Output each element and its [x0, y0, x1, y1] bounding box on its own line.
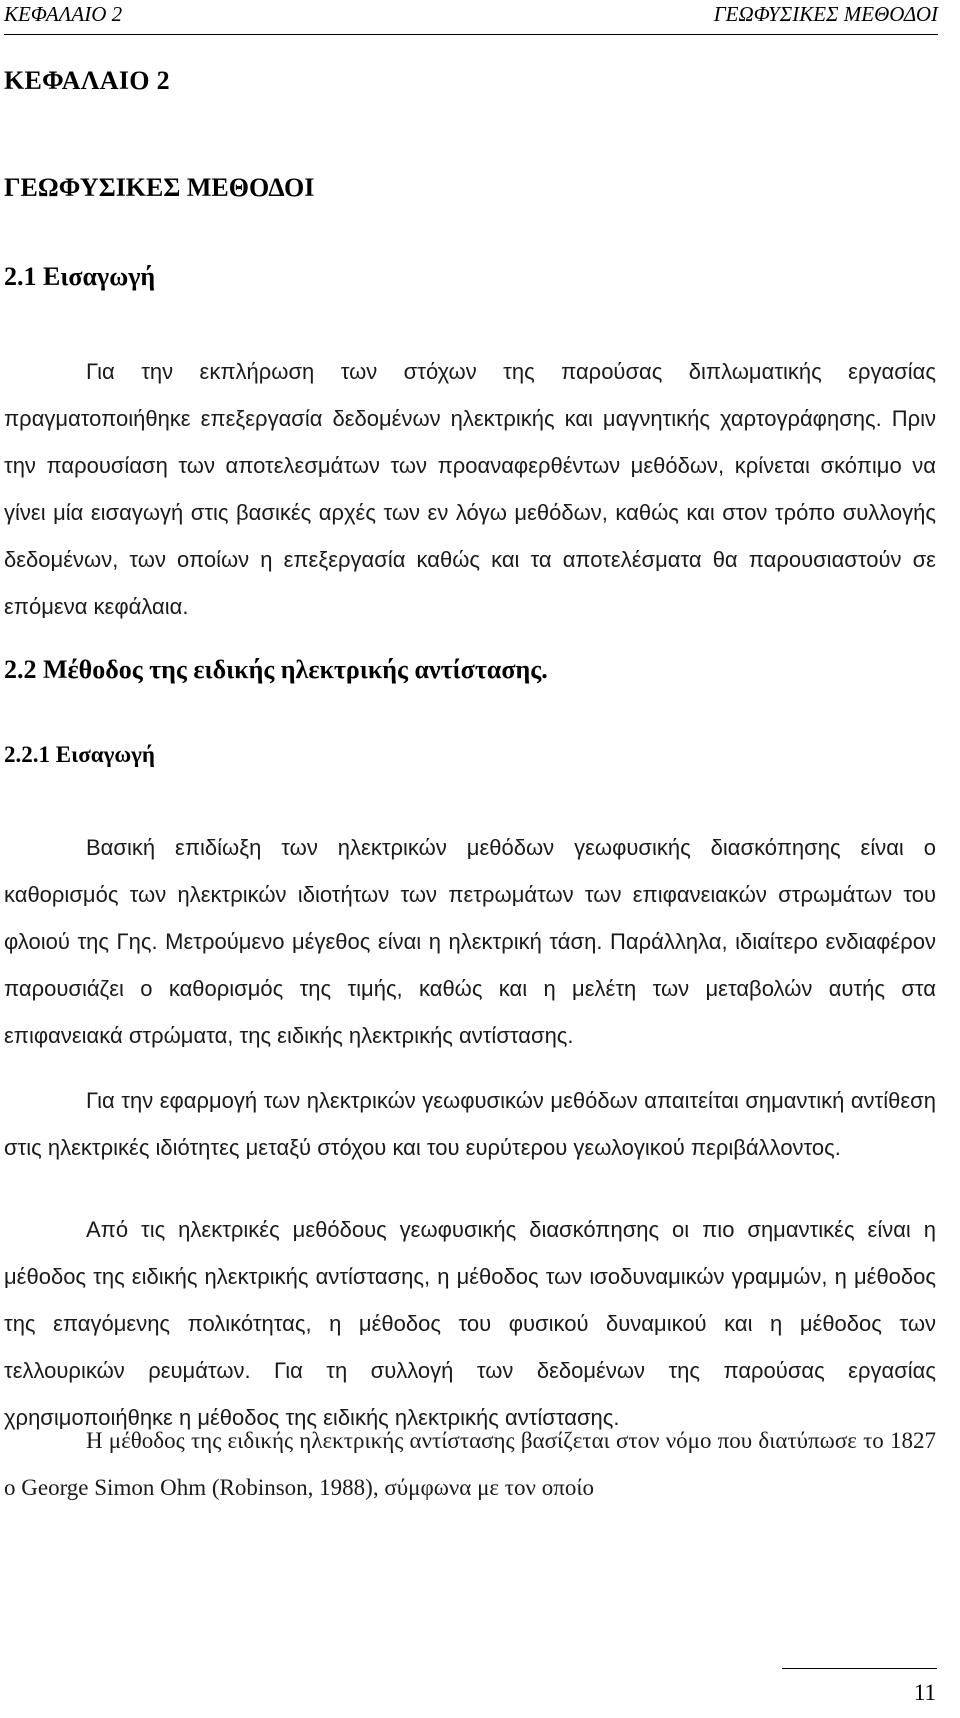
paragraph-ohm-law: Η μέθοδος της ειδικής ηλεκτρικής αντίστασης βασίζεται στον νόμο που διατύπωσε το 1827 ο George Simon Ohm (Robinson, 1988), σύμφωνα με τον οποίο [4, 1428, 936, 1500]
header-chapter-title: ΓΕΩΦΥΣΙΚΕΣ ΜΕΘΟΔΟΙ [713, 2, 938, 26]
paragraph-electrical-methods: Από τις ηλεκτρικές μεθόδους γεωφυσικής διασκόπησης οι πιο σημαντικές είναι η μέθοδος της ειδικής ηλεκτρικής αντίστασης, η μέθοδος των ισοδυναμικών γραμμών, η μέθοδος της επαγόμενης πολικότητας, η μέθοδος του φυσικού δυναμικού και η μέθοδος των τελλουρικών ρευμάτων. Για τη συλλογή των δεδομένων της παρούσας εργασίας χρησιμοποιήθηκε η μέθοδος της ειδικής ηλεκτρικής αντίστασης. [4, 1217, 936, 1430]
header-chapter-label: ΚΕΦΑΛΑΙΟ 2 [4, 2, 123, 26]
section-heading-2-2: 2.2 Μέθοδος της ειδικής ηλεκτρικής αντίστασης. [4, 655, 548, 684]
running-header [4, 0, 938, 35]
footer-rule [782, 1668, 937, 1669]
subsection-heading-2-2-1: 2.2.1 Εισαγωγή [4, 742, 155, 767]
paragraph-resistivity-goal: Βασική επιδίωξη των ηλεκτρικών μεθόδων γεωφυσικής διασκόπησης είναι ο καθορισμός των ηλεκτρικών ιδιοτήτων των πετρωμάτων των επιφανειακών στρωμάτων του φλοιού της Γης. Μετρούμενο μέγεθος είναι η ηλεκτρική τάση. Παράλληλα, ιδιαίτερο ενδιαφέρον παρουσιάζει ο καθορισμός της τιμής, καθώς και η μελέτη των μεταβολών αυτής στα επιφανειακά στρώματα, της ειδικής ηλεκτρικής αντίστασης. [4, 835, 936, 1048]
chapter-number: ΚΕΦΑΛΑΙΟ 2 [4, 66, 170, 95]
chapter-title: ΓΕΩΦΥΣΙΚΕΣ ΜΕΘΟΔΟΙ [4, 173, 315, 202]
section-heading-2-1: 2.1 Εισαγωγή [4, 262, 156, 291]
paragraph-introduction: Για την εκπλήρωση των στόχων της παρούσας διπλωματικής εργασίας πραγματοποιήθηκε επεξεργασία δεδομένων ηλεκτρικής και μαγνητικής χαρτογράφησης. Πριν την παρουσίαση των αποτελεσμάτων των προαναφερθέντων μεθόδων, κρίνεται σκόπιμο να γίνει μία εισαγωγή στις βασικές αρχές των εν λόγω μεθόδων, καθώς και στον τρόπο συλλογής δεδομένων, των οποίων η επεξεργασία καθώς και τα αποτελέσματα θα παρουσιαστούν σε επόμενα κεφάλαια. [4, 359, 936, 619]
page-number: 11 [913, 1680, 936, 1705]
paragraph-contrast-requirement: Για την εφαρμογή των ηλεκτρικών γεωφυσικών μεθόδων απαιτείται σημαντική αντίθεση στις ηλεκτρικές ιδιότητες μεταξύ στόχου και του ευρύτερου γεωλογικού περιβάλλοντος. [4, 1088, 936, 1160]
